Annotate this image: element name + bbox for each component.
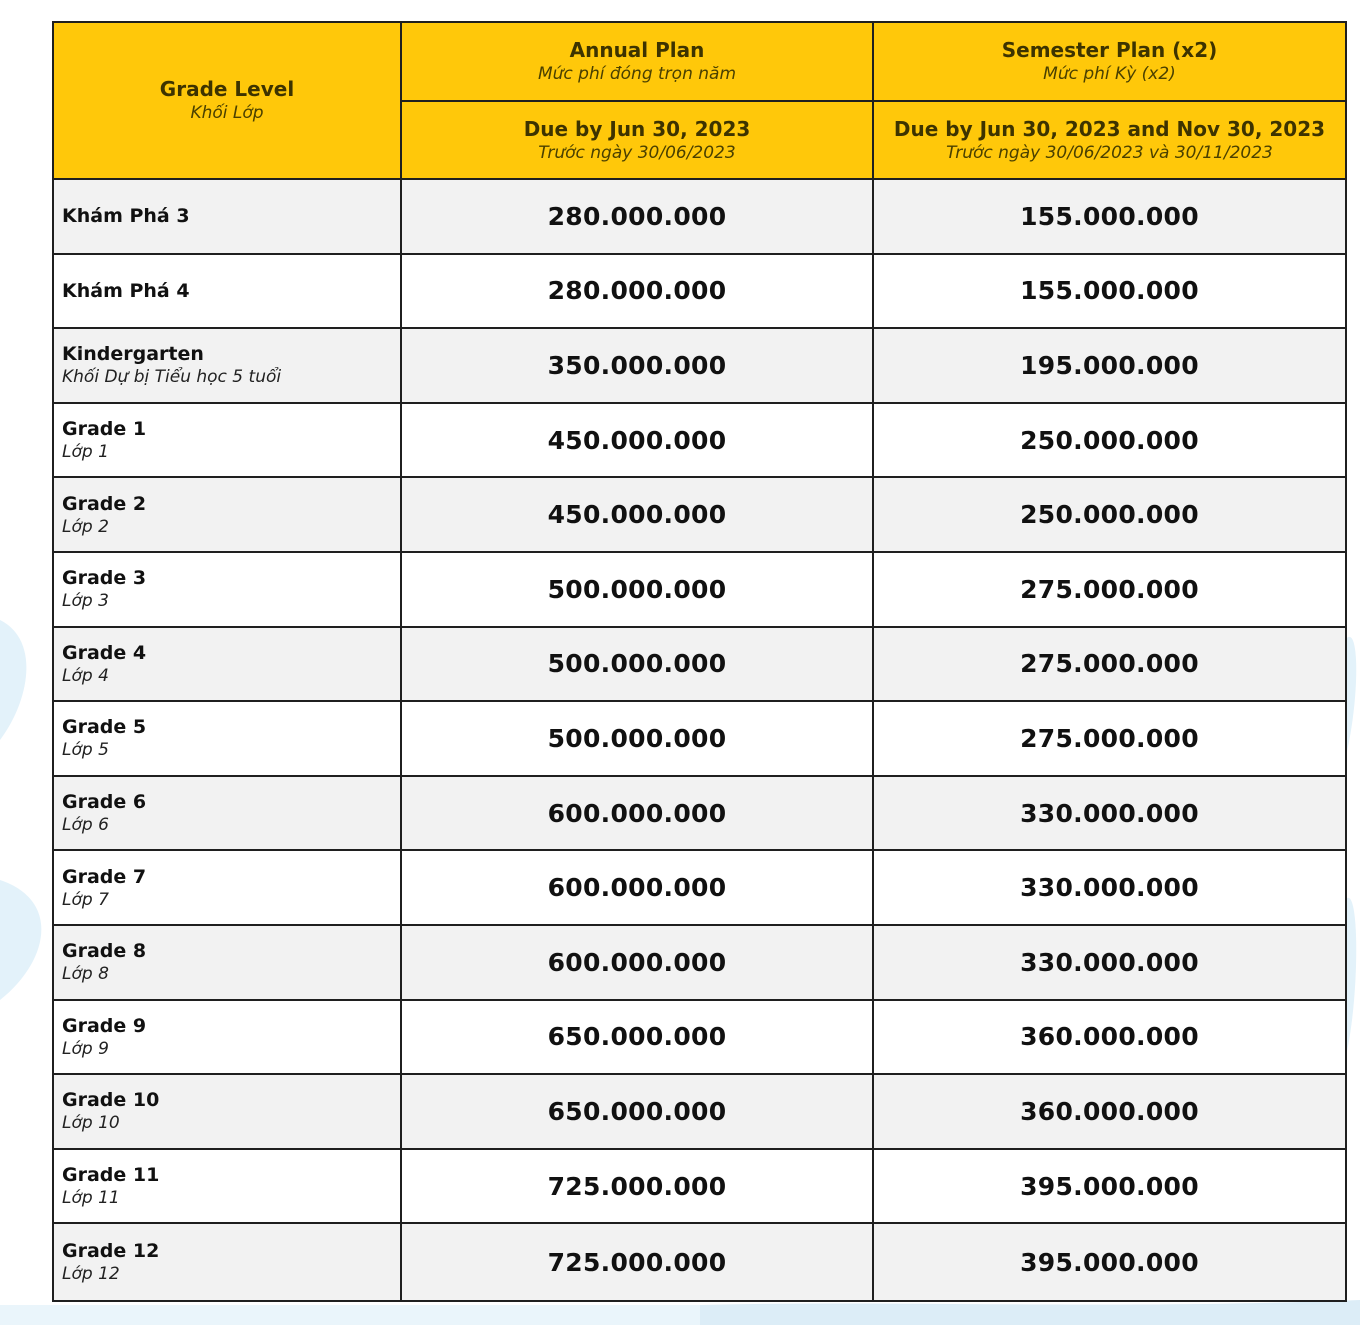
table-row xyxy=(53,1223,1346,1301)
grade-name: Grade 6 xyxy=(62,791,147,814)
grade-name-vi: Lớp 10 xyxy=(62,1113,120,1134)
grade-cell xyxy=(53,254,401,329)
grade-cell xyxy=(53,1074,401,1149)
annual-fee-cell: 500.000.000 xyxy=(401,701,873,776)
grade-level-header xyxy=(53,22,401,179)
semester-fee-cell: 275.000.000 xyxy=(873,627,1346,702)
tuition-fee-table xyxy=(52,21,1347,1302)
semester-fee-cell: 275.000.000 xyxy=(873,701,1346,776)
annual-fee-cell: 280.000.000 xyxy=(401,179,873,254)
table-row xyxy=(53,403,1346,478)
grade-name-vi: Lớp 1 xyxy=(62,442,109,463)
grade-name: Grade 3 xyxy=(62,567,147,590)
grade-cell xyxy=(53,627,401,702)
table-row xyxy=(53,1000,1346,1075)
semester-fee-cell: 330.000.000 xyxy=(873,925,1346,1000)
grade-name: Khám Phá 3 xyxy=(62,205,190,228)
grade-name: Grade 4 xyxy=(62,641,147,664)
annual-fee-cell: 650.000.000 xyxy=(401,1074,873,1149)
table-row xyxy=(53,328,1346,403)
semester-plan-header xyxy=(873,22,1346,101)
table-row xyxy=(53,850,1346,925)
semester-due-title: Due by Jun 30, 2023 and Nov 30, 2023 xyxy=(893,116,1326,141)
semester-fee-cell: 360.000.000 xyxy=(873,1074,1346,1149)
grade-cell xyxy=(53,1149,401,1224)
annual-fee-cell: 725.000.000 xyxy=(401,1149,873,1224)
annual-due-title: Due by Jun 30, 2023 xyxy=(523,116,751,141)
grade-name: Grade 1 xyxy=(62,418,147,441)
semester-fee-cell: 250.000.000 xyxy=(873,477,1346,552)
table-row xyxy=(53,701,1346,776)
table-row xyxy=(53,627,1346,702)
annual-fee-cell: 450.000.000 xyxy=(401,477,873,552)
table-row xyxy=(53,477,1346,552)
annual-due-subtitle: Trước ngày 30/06/2023 xyxy=(538,142,736,163)
annual-fee-cell: 500.000.000 xyxy=(401,552,873,627)
annual-fee-cell: 500.000.000 xyxy=(401,627,873,702)
annual-plan-title: Annual Plan xyxy=(569,38,705,62)
grade-cell xyxy=(53,328,401,403)
grade-name-vi: Lớp 9 xyxy=(62,1038,109,1059)
grade-name-vi: Lớp 2 xyxy=(62,516,109,537)
grade-level-subtitle: Khối Lớp xyxy=(190,103,264,123)
table-row xyxy=(53,776,1346,851)
table-row xyxy=(53,179,1346,254)
semester-fee-cell: 395.000.000 xyxy=(873,1149,1346,1224)
grade-name-vi: Lớp 4 xyxy=(62,665,109,686)
semester-fee-cell: 360.000.000 xyxy=(873,1000,1346,1075)
table-row xyxy=(53,1074,1346,1149)
grade-cell xyxy=(53,403,401,478)
annual-fee-cell: 350.000.000 xyxy=(401,328,873,403)
grade-cell xyxy=(53,552,401,627)
grade-name: Grade 9 xyxy=(62,1014,147,1037)
grade-name-vi: Lớp 11 xyxy=(62,1188,120,1209)
table-row xyxy=(53,925,1346,1000)
grade-cell xyxy=(53,1000,401,1075)
grade-name: Grade 2 xyxy=(62,492,147,515)
semester-fee-cell: 330.000.000 xyxy=(873,850,1346,925)
grade-name-vi: Lớp 5 xyxy=(62,740,109,761)
semester-fee-cell: 330.000.000 xyxy=(873,776,1346,851)
semester-fee-cell: 395.000.000 xyxy=(873,1223,1346,1301)
annual-fee-cell: 600.000.000 xyxy=(401,850,873,925)
grade-name-vi: Lớp 6 xyxy=(62,815,109,836)
grade-name-vi: Lớp 3 xyxy=(62,591,109,612)
annual-plan-subtitle: Mức phí đóng trọn năm xyxy=(537,64,737,84)
table-body xyxy=(53,179,1346,1301)
table-row xyxy=(53,1149,1346,1224)
semester-fee-cell: 275.000.000 xyxy=(873,552,1346,627)
grade-name: Khám Phá 4 xyxy=(62,279,190,302)
grade-name-vi: Lớp 7 xyxy=(62,889,109,910)
grade-cell xyxy=(53,776,401,851)
annual-fee-cell: 450.000.000 xyxy=(401,403,873,478)
semester-due-header xyxy=(873,101,1346,179)
semester-fee-cell: 250.000.000 xyxy=(873,403,1346,478)
semester-fee-cell: 155.000.000 xyxy=(873,179,1346,254)
grade-cell xyxy=(53,925,401,1000)
grade-cell xyxy=(53,477,401,552)
annual-fee-cell: 280.000.000 xyxy=(401,254,873,329)
grade-name-vi: Khối Dự bị Tiểu học 5 tuổi xyxy=(62,367,282,388)
annual-fee-cell: 650.000.000 xyxy=(401,1000,873,1075)
grade-cell xyxy=(53,701,401,776)
annual-fee-cell: 600.000.000 xyxy=(401,776,873,851)
semester-plan-title: Semester Plan (x2) xyxy=(1001,38,1218,62)
table-row xyxy=(53,254,1346,329)
grade-cell xyxy=(53,179,401,254)
grade-name: Grade 12 xyxy=(62,1240,160,1263)
table-row xyxy=(53,552,1346,627)
annual-fee-cell: 600.000.000 xyxy=(401,925,873,1000)
semester-plan-subtitle: Mức phí Kỳ (x2) xyxy=(1043,64,1176,84)
annual-plan-header xyxy=(401,22,873,101)
semester-due-subtitle: Trước ngày 30/06/2023 và 30/11/2023 xyxy=(946,142,1273,163)
grade-name: Grade 5 xyxy=(62,716,147,739)
annual-due-header xyxy=(401,101,873,179)
semester-fee-cell: 155.000.000 xyxy=(873,254,1346,329)
grade-name: Grade 10 xyxy=(62,1089,160,1112)
grade-name-vi: Lớp 8 xyxy=(62,964,109,985)
semester-fee-cell: 195.000.000 xyxy=(873,328,1346,403)
grade-name: Kindergarten xyxy=(62,343,204,366)
grade-name: Grade 11 xyxy=(62,1164,160,1187)
grade-cell xyxy=(53,850,401,925)
grade-cell xyxy=(53,1223,401,1301)
grade-name: Grade 8 xyxy=(62,940,147,963)
grade-name: Grade 7 xyxy=(62,865,147,888)
grade-level-title: Grade Level xyxy=(159,77,295,101)
grade-name-vi: Lớp 12 xyxy=(62,1264,120,1285)
annual-fee-cell: 725.000.000 xyxy=(401,1223,873,1301)
table-header xyxy=(53,22,1346,179)
